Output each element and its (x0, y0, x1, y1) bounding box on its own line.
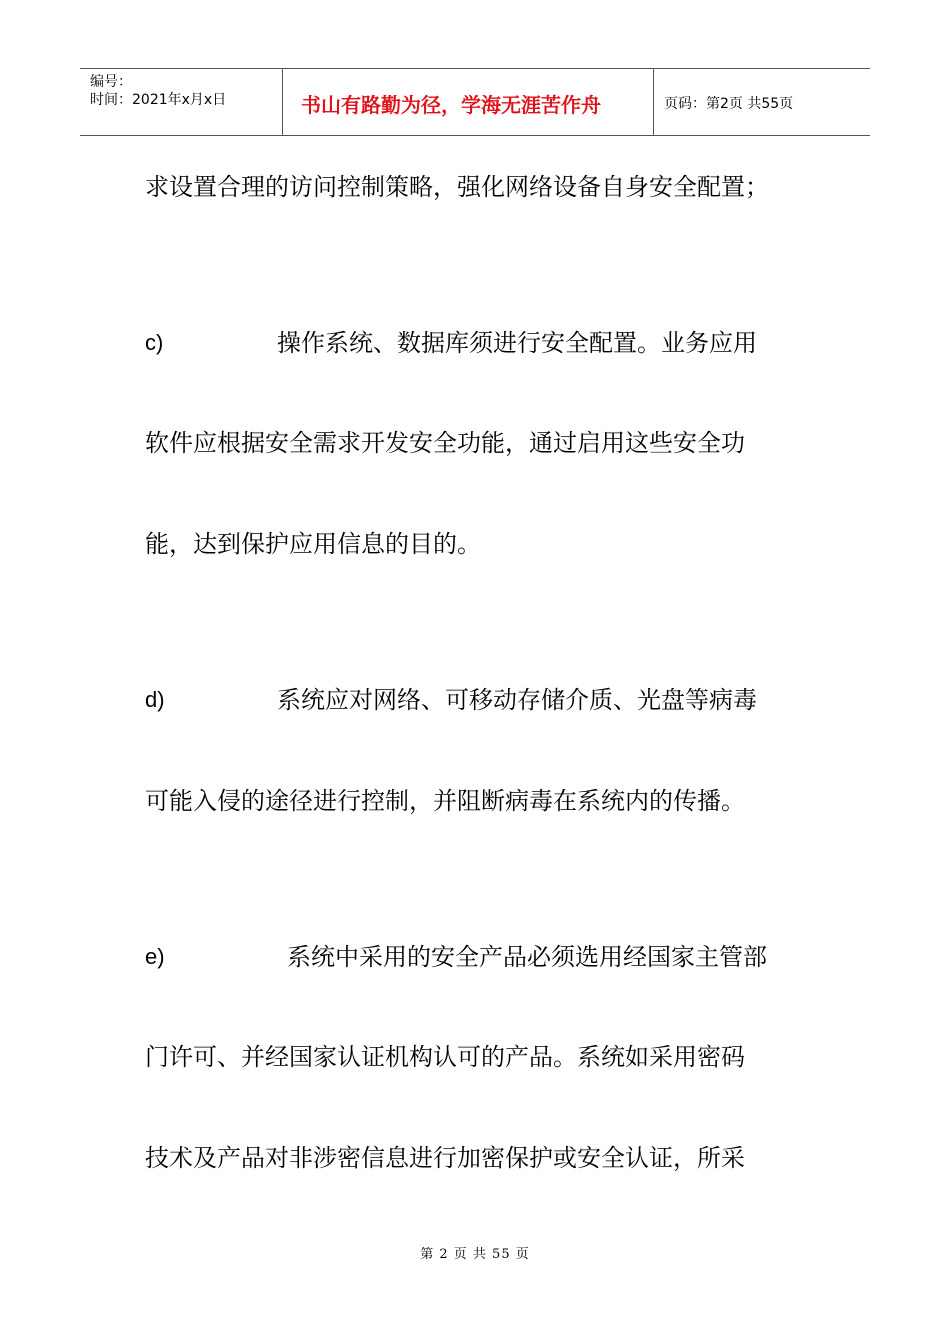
page-footer: 第 2 页 共 55 页 (420, 1247, 530, 1262)
item-c-line-2: 软件应根据安全需求开发安全功能，通过启用这些安全功 (145, 429, 745, 457)
header-motto-cell (282, 69, 654, 135)
item-c-line-1: 操作系统、数据库须进行安全配置。业务应用 (277, 329, 757, 357)
item-d-label: d) (145, 687, 165, 712)
header-page-cell (654, 69, 870, 135)
item-d-line-2: 可能入侵的途径进行控制，并阻断病毒在系统内的传播。 (145, 787, 745, 815)
document-number-label: 编号： (90, 74, 132, 90)
item-e-label: e) (145, 944, 165, 969)
item-c-label: c) (145, 330, 164, 355)
item-e-line-1: 系统中采用的安全产品必须选用经国家主管部 (287, 943, 767, 971)
item-e-line-3: 技术及产品对非涉密信息进行加密保护或安全认证，所采 (145, 1144, 745, 1172)
header-motto: 书山有路勤为径，学海无涯苦作舟 (301, 93, 601, 117)
item-c-line-3: 能，达到保护应用信息的目的。 (145, 530, 481, 558)
body-line: 求设置合理的访问控制策略，强化网络设备自身安全配置； (145, 173, 769, 201)
document-time-label: 时间：2021年x月x日 (90, 92, 227, 108)
item-e-line-2: 门许可、并经国家认证机构认可的产品。系统如采用密码 (145, 1043, 745, 1071)
header-page-number: 页码：第2页 共55页 (664, 96, 794, 112)
header-meta-cell (80, 69, 282, 135)
item-d-line-1: 系统应对网络、可移动存储介质、光盘等病毒 (277, 686, 757, 714)
document-header (80, 68, 870, 136)
